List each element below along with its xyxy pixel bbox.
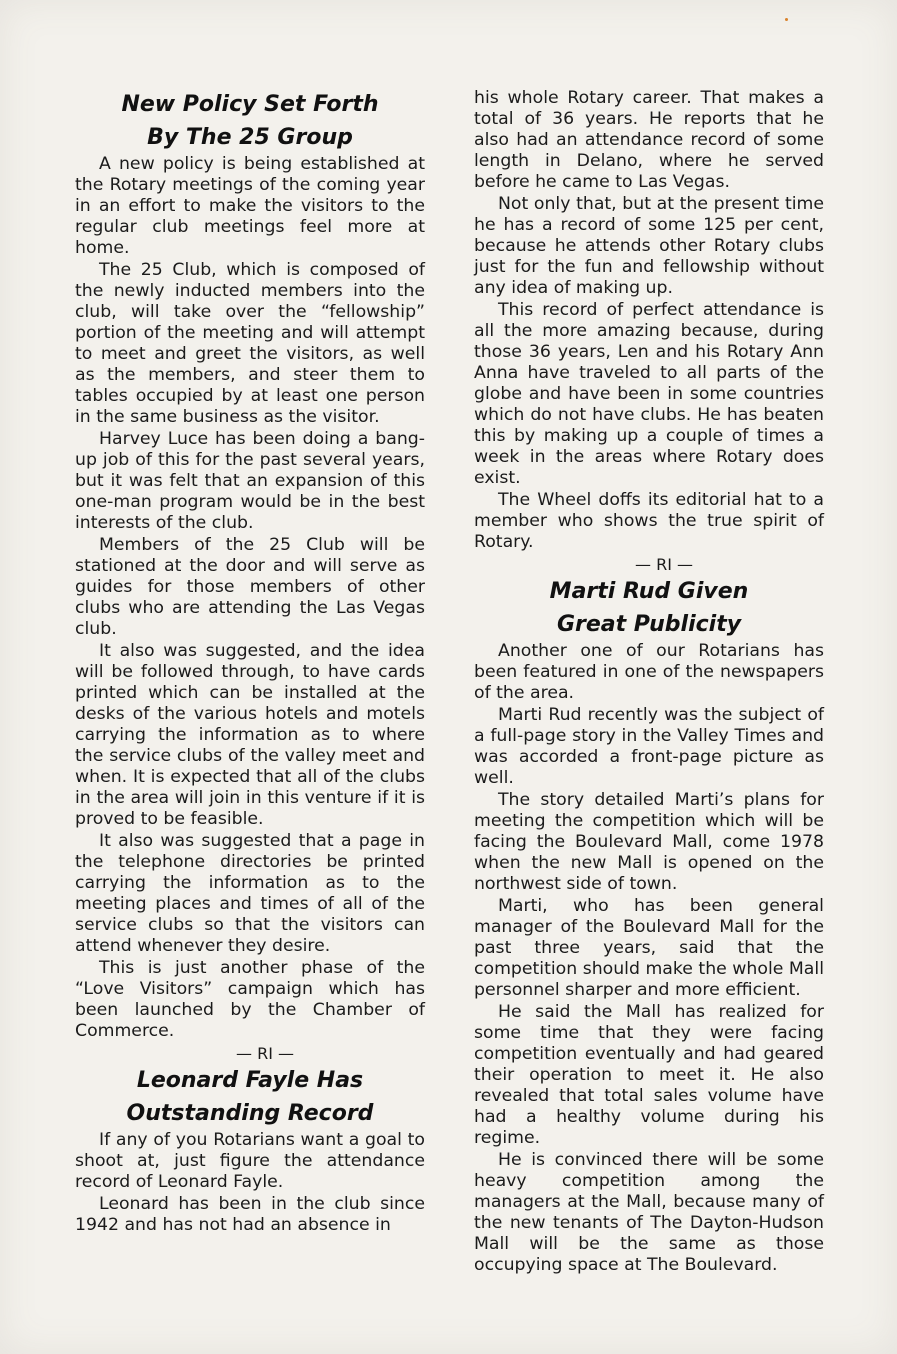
paragraph: The 25 Club, which is composed of the newly inducted members into the club, will take over the “fellowship” portion of the meeting and will attempt to meet and greet the visitors, as well as the members, and steer them to tables occupied by at least one person in the same business as the visitor. — [75, 260, 425, 427]
paragraph: This is just another phase of the “Love Visitors” campaign which has been launched by the Chamber of Commerce. — [75, 958, 425, 1041]
paragraph: This record of perfect attendance is all the more amazing because, during those 36 years, Len and his Rotary Ann Anna have traveled to all parts of the globe and have been in some countries which do not have clubs. He has beaten this by making up a couple of times a week in the areas where Rotary does exist. — [474, 300, 824, 488]
paragraph: his whole Rotary career. That makes a total of 36 years. He reports that he also had an attendance record of some length in Delano, where he served before he came to Las Vegas. — [474, 88, 824, 192]
article-title — [75, 88, 425, 154]
title-line: New Policy Set Forth — [121, 92, 379, 117]
article-leonard-fayle — [75, 1064, 425, 1236]
left-column — [75, 88, 425, 1237]
article-title — [474, 575, 824, 641]
paragraph: Members of the 25 Club will be stationed at the door and will serve as guides for those members of other clubs who are attending the Las Vegas club. — [75, 535, 425, 639]
title-line: Outstanding Record — [126, 1101, 374, 1126]
paragraph: The Wheel doffs its editorial hat to a member who shows the true spirit of Rotary. — [474, 490, 824, 552]
paragraph: Leonard has been in the club since 1942 and has not had an absence in — [75, 1194, 425, 1235]
article-title — [75, 1064, 425, 1130]
paragraph: He is convinced there will be some heavy competition among the managers at the Mall, because many of the new tenants of The Dayton-Hudson Mall will be the same as those occupying space at The Boulevard. — [474, 1150, 824, 1275]
paragraph: Not only that, but at the present time he has a record of some 125 per cent, because he attends other Rotary clubs just for the fun and fellowship without any idea of making up. — [474, 194, 824, 298]
section-separator: — RI — — [235, 1044, 294, 1063]
paragraph: Marti, who has been general manager of the Boulevard Mall for the past three years, said that the competition should make the whole Mall personnel sharper and more efficient. — [474, 896, 824, 1000]
title-line: Marti Rud Given — [549, 579, 749, 604]
section-separator: — RI — — [634, 555, 693, 574]
title-line: By The 25 Group — [147, 125, 353, 150]
paragraph: Marti Rud recently was the subject of a full-page story in the Valley Times and was accorded a front-page picture as well. — [474, 705, 824, 788]
paragraph: Harvey Luce has been doing a bang-up job of this for the past several years, but it was felt that an expansion of this one-man program would be in the best interests of the club. — [75, 429, 425, 533]
paragraph: The story detailed Marti’s plans for meeting the competition which will be facing the Boulevard Mall, come 1978 when the new Mall is opened on the northwest side of town. — [474, 790, 824, 894]
ink-spot — [785, 18, 788, 21]
right-column — [474, 88, 824, 1277]
paragraph: He said the Mall has realized for some time that they were facing competition eventually and had geared their operation to meet it. He also revealed that total sales volume have had a healthy volume during his regime. — [474, 1002, 824, 1148]
paragraph: It also was suggested, and the idea will be followed through, to have cards printed which can be installed at the desks of the various hotels and motels carrying the information as to where the service clubs of the valley meet and when. It is expected that all of the clubs in the area will join in this venture if it is proved to be feasible. — [75, 641, 425, 829]
article-leonard-fayle-continued — [474, 88, 824, 553]
paragraph: A new policy is being established at the Rotary meetings of the coming year in an effort to make the visitors to the regular club meetings feel more at home. — [75, 154, 425, 258]
paragraph: If any of you Rotarians want a goal to shoot at, just figure the attendance record of Leonard Fayle. — [75, 1130, 425, 1192]
paragraph: It also was suggested that a page in the telephone directories be printed carrying the information as to the meeting places and times of all of the service clubs so that the visitors can attend whenever they desire. — [75, 831, 425, 956]
article-new-policy — [75, 88, 425, 1042]
title-line: Leonard Fayle Has — [136, 1068, 364, 1093]
title-line: Great Publicity — [556, 612, 742, 637]
paragraph: Another one of our Rotarians has been featured in one of the newspapers of the area. — [474, 641, 824, 703]
article-marti-rud — [474, 575, 824, 1276]
